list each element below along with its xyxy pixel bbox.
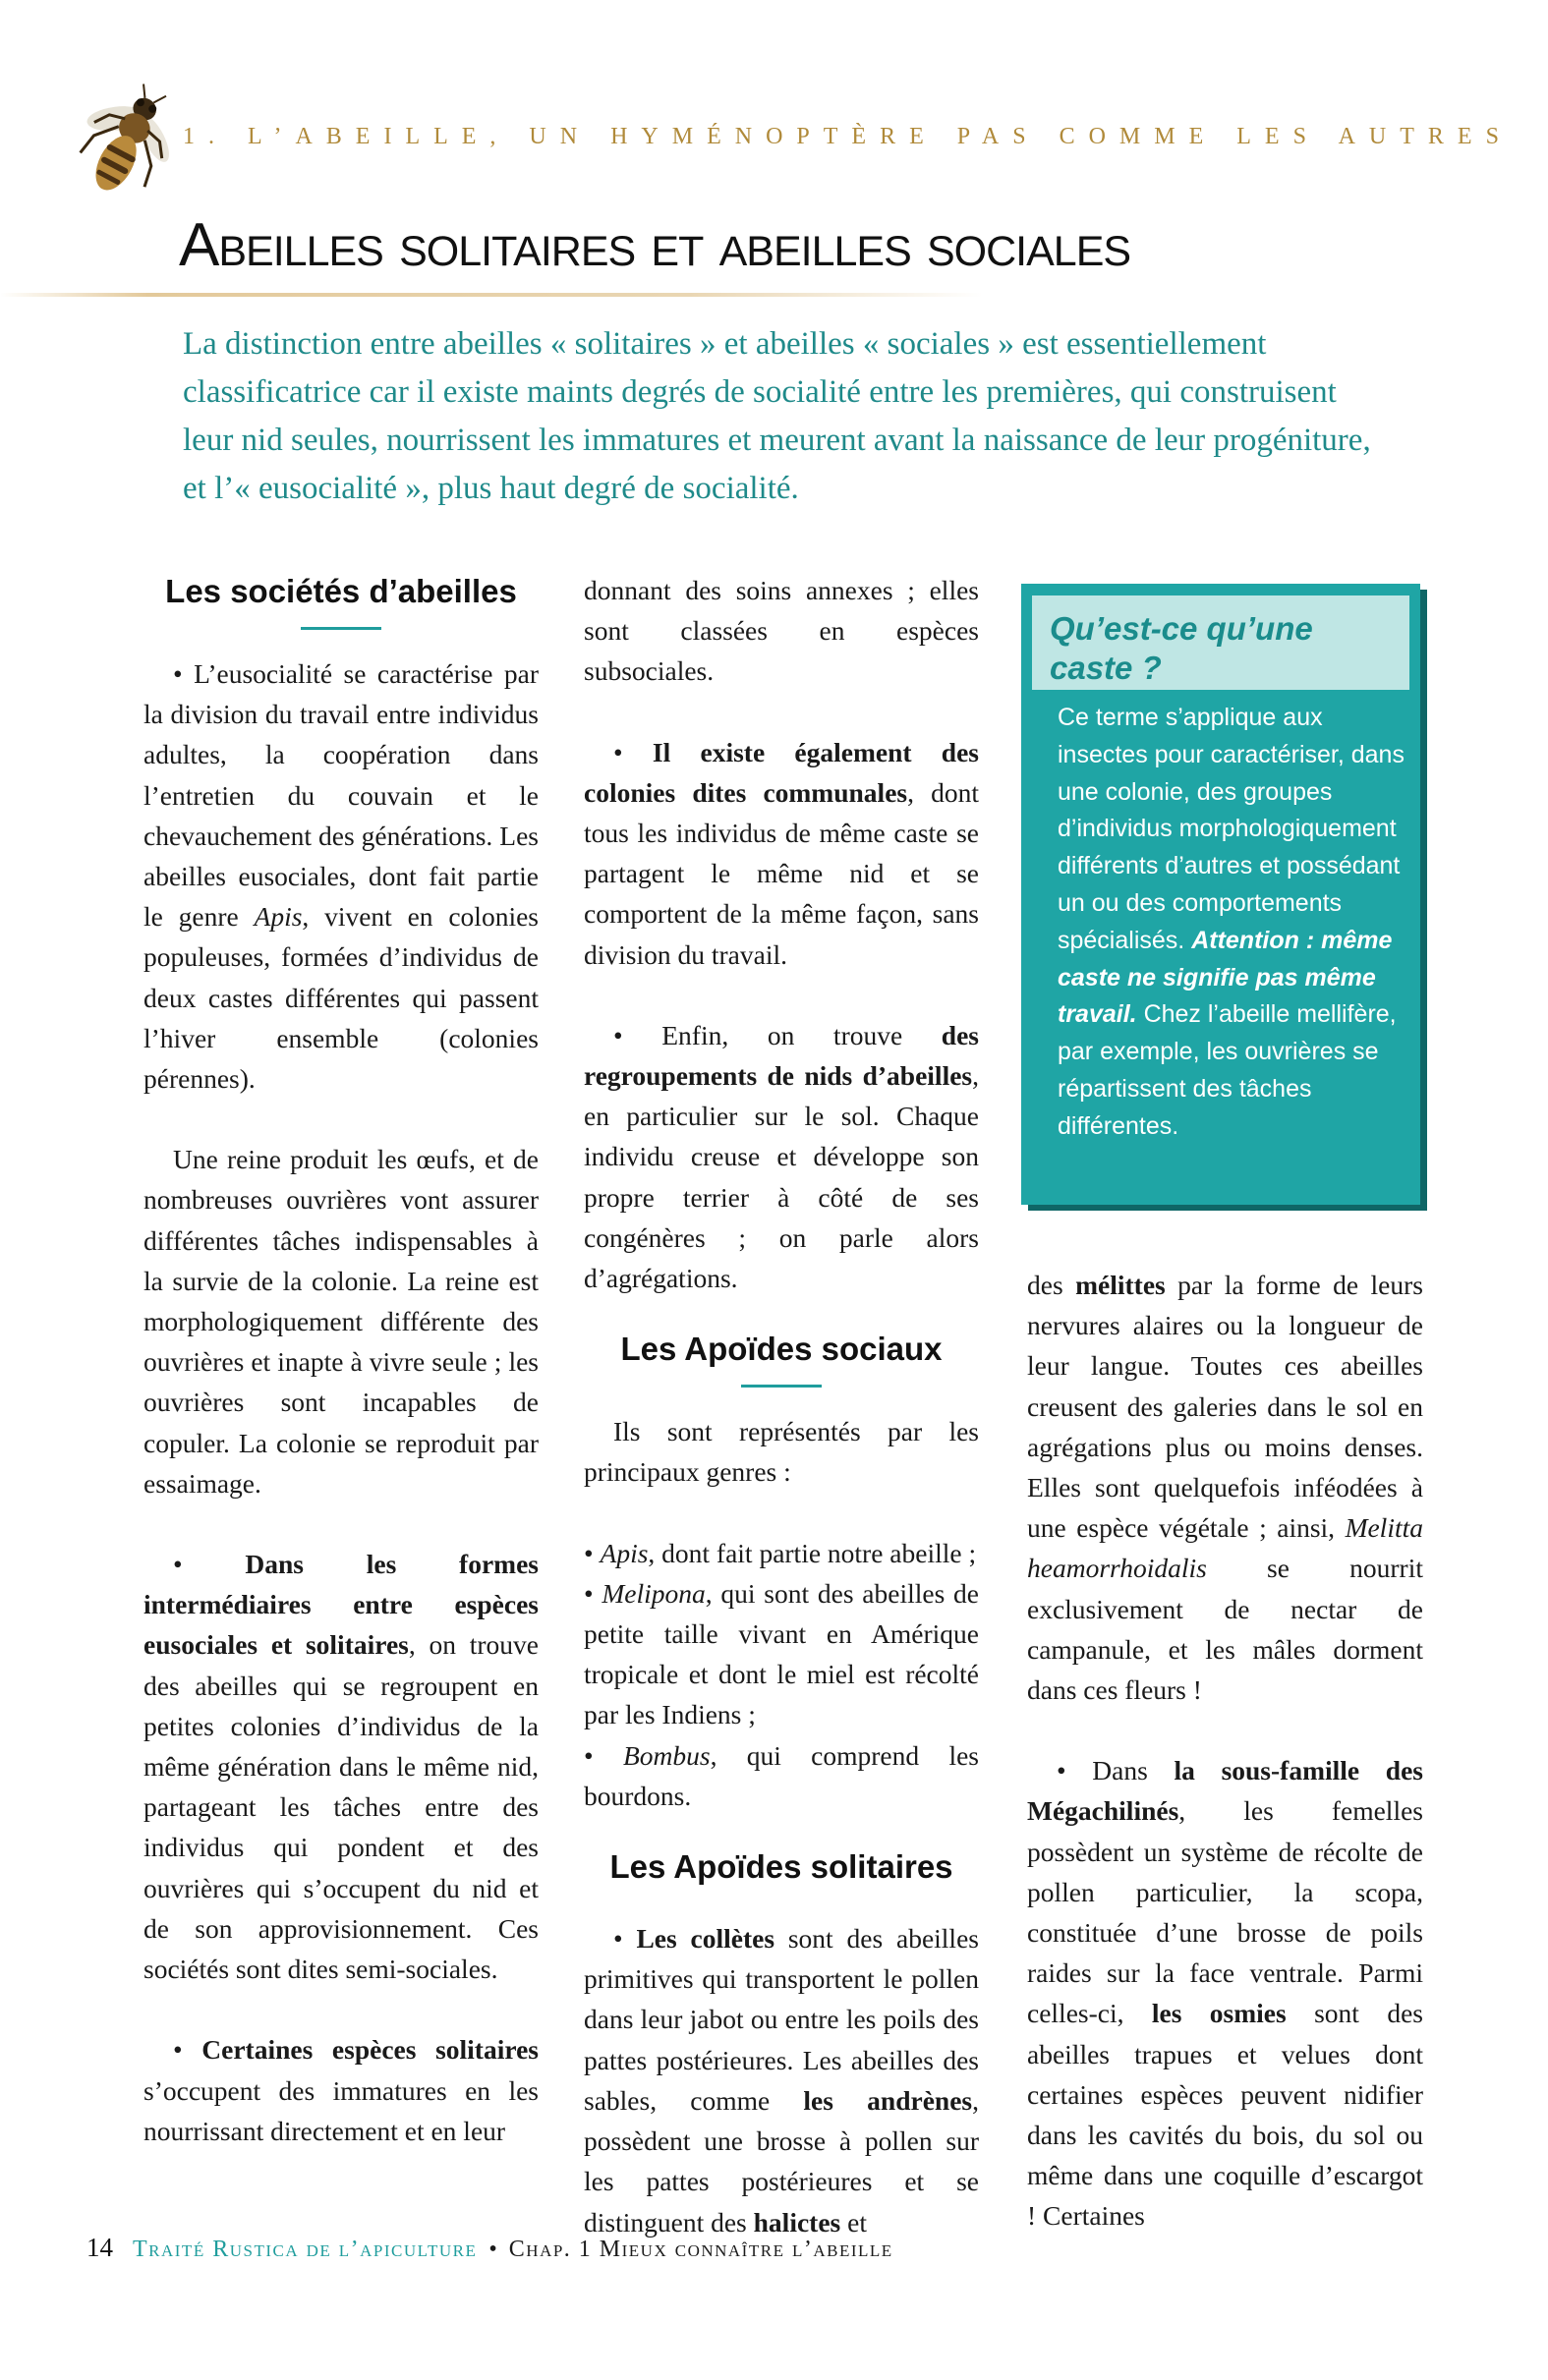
genus-item: • Melipona, qui sont des abeilles de petite taille vivant en Amérique tropicale et dont le miel est récolté par les Indiens ; [584,1577,979,1730]
footer-chapter: Chap. 1 Mieux connaître l’abeille [508,2237,893,2262]
bee-icon [71,83,179,210]
footer-separator: • [488,2237,497,2262]
section-heading-social-apoids: Les Apoïdes sociaux [620,1331,943,1368]
intro-paragraph: La distinction entre abeilles « solitaires » et abeilles « sociales » est essentiellement classificatrice car il existe maints degrés de socialité entre les premières, qui construisent leur nid seules, nourrissent les immatures et meurent avant la naissance de leur progéniture, et l’« eusocialité », plus haut degré de socialité. [183,326,1371,506]
genus-item: • Apis, dont fait partie notre abeille ; [584,1537,977,1568]
paragraph-intermediate-forms: • Dans les formes intermédiaires entre espèces eusociales et solitaires, on trouve des abeilles qui se regroupent en petites colonies d’individus de la même génération dans le même nid, partageant les tâches entre des individus qui pondent et des ouvrières qui s’occupent du nid et de son approvisionnement. Ces sociétés sont dites semi-sociales. [143,1549,539,1985]
column-middle [584,570,979,2242]
page-footer [86,2233,1364,2263]
paragraph-solitary-species: • Certaines espèces solitaires s’occupent des immatures en les nourrissant directement et en leur [143,2034,539,2146]
caste-sidebar [1021,584,1420,1205]
paragraph-communal: • Il existe également des colonies dites communales, dont tous les individus de même caste se partagent le même nid et se comportent de la même façon, sans division du travail. [584,736,979,970]
section-heading-solitary-apoids: Les Apoïdes solitaires [609,1848,953,1886]
genus-item: • Bombus, qui comprend les bourdons. [584,1739,979,1811]
column-right [1027,1265,1423,2237]
chapter-heading: 1. L’ABEILLE, UN HYMÉNOPTÈRE PAS COMME LES AUTRES [183,124,1513,149]
paragraph-eusociality: • L’eusocialité se caractérise par la division du travail entre individus adultes, la coopération dans l’entretien du couvain et le chevauchement des générations. Les abeilles eusociales, dont fait partie le genre Apis, vivent en colonies populeuses, formées d’individus de deux castes différentes qui passent l’hiver ensemble (colonies pérennes). [143,658,539,1095]
column-left [143,570,539,2151]
paragraph-colletes: • Les collètes sont des abeilles primitives qui transportent le pollen dans leur jabot ou entre les poils des pattes postérieures. Les abeilles des sables, comme les andrènes, possèdent une brosse à pollen sur les pattes postérieures et se distinguent des halictes et [584,1923,979,2238]
header-divider [0,293,983,297]
section-heading-societies: Les sociétés d’abeilles [165,573,517,609]
page-title: Abeilles solitaires et abeilles sociales [179,211,1131,279]
paragraph-melittes: des mélittes par la forme de leurs nervures alaires ou la longueur de leur langue. Toutes ces abeilles creusent des galeries dans le sol en agrégations plus ou moins denses. Elles sont quelquefois inféodées à une espèce végétale ; ainsi, Melitta heamorrhoidalis se nourrit exclusivement de nectar de campanule, et les mâles dorment dans ces fleurs ! [1027,1270,1423,1706]
heading-rule [301,627,381,630]
sidebar-title-band [1032,595,1409,690]
paragraph-aggregations: • Enfin, on trouve des regroupements de nids d’abeilles, en particulier sur le sol. Chaque individu creuse et développe son propre terrier à côté de ses congénères ; on parle alors d’agrégations. [584,1019,979,1294]
paragraph-megachilines: • Dans la sous-famille des Mégachilinés, les femelles possèdent un système de récolte de pollen particulier, la scopa, constituée d’une brosse de poils raides sur la face ventrale. Parmi celles-ci, les osmies sont des abeilles trapues et velues dont certaines espèces peuvent nidifier dans les cavités du bois, du sol ou même dans une coquille d’escargot ! Certaines [1027,1755,1423,2232]
page-number: 14 [86,2233,113,2262]
paragraph-social-intro: Ils sont représentés par les principaux genres : [584,1416,979,1488]
paragraph-subsocial: donnant des soins annexes ; elles sont classées en espèces subsociales. [584,575,979,687]
paragraph-queen: Une reine produit les œufs, et de nombreuses ouvrières vont assurer différentes tâches indispensables à la survie de la colonie. La reine est morphologiquement différente des ouvrières et inapte à vivre seule ; les ouvrières sont incapables de copuler. La colonie se reproduit par essaimage. [143,1144,539,1499]
book-title: Traité Rustica de l’apiculture [133,2237,478,2262]
term-eusociality: • L’eusocialité [173,658,333,689]
sidebar-body: Ce terme s’applique aux insectes pour caractériser, dans une colonie, des groupes d’individus morphologiquement différents d’autres et possédant un ou des comportements spécialisés. Attention : même caste ne signifie pas même travail. Chez l’abeille mellifère, par exemple, les ouvrières se répartissent des tâches différentes. [1058,704,1405,1140]
heading-rule [741,1385,822,1388]
sidebar-emphasis: Attention : même caste ne signifie pas même travail. [1058,926,1393,1029]
sidebar-title: Qu’est-ce qu’une caste ? [1050,610,1313,686]
